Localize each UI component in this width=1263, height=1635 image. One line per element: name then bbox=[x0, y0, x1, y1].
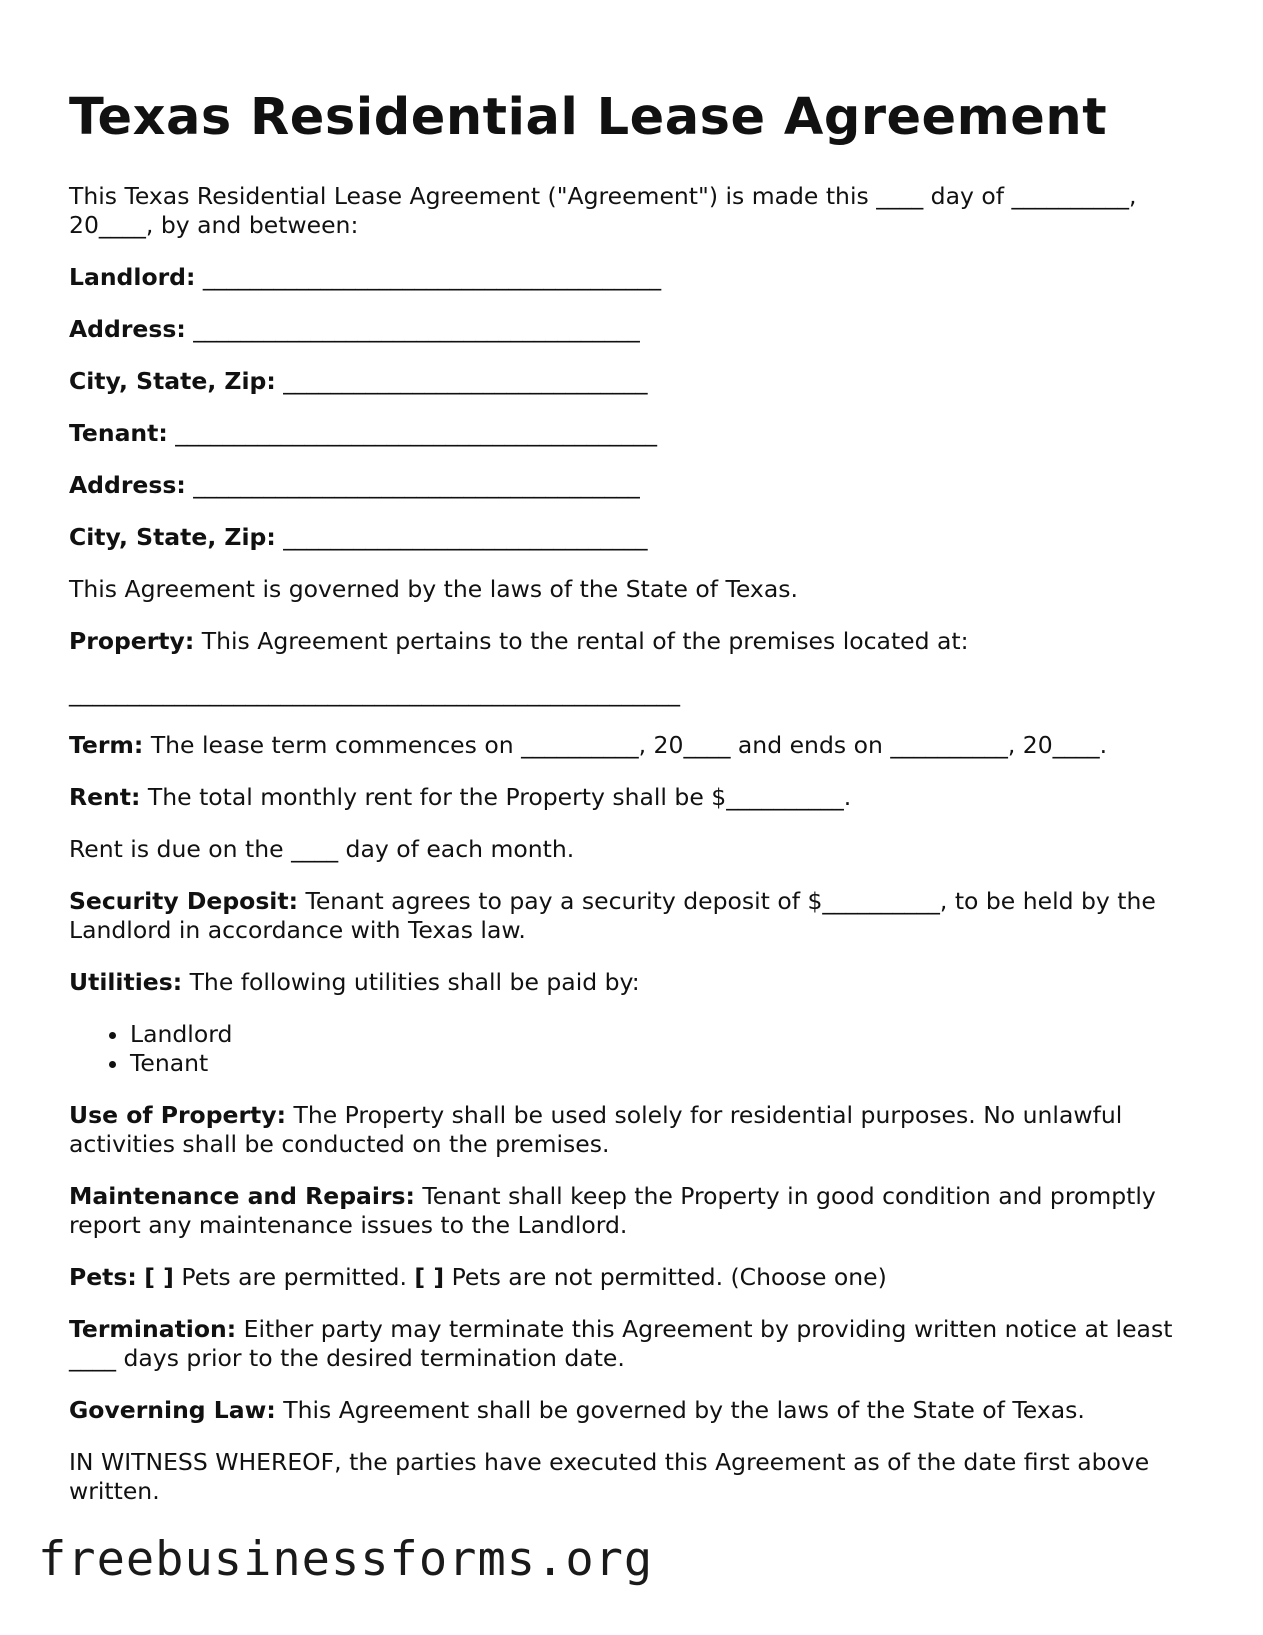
list-item: • Tenant bbox=[130, 1049, 1199, 1078]
landlord-address-label: Address: bbox=[69, 315, 186, 343]
pets-permitted-text: Pets are permitted. bbox=[181, 1263, 407, 1291]
tenant-city-field bbox=[69, 523, 1199, 552]
rent-text: The total monthly rent for the Property shall be $__________. bbox=[147, 783, 852, 811]
tenant-label: Tenant: bbox=[69, 419, 168, 447]
landlord-label: Landlord: bbox=[69, 263, 196, 291]
utilities-text: The following utilities shall be paid by: bbox=[189, 968, 640, 996]
tenant-address-label: Address: bbox=[69, 471, 186, 499]
termination-text: Either party may terminate this Agreement by providing written notice at least ____ days prior to the desired termination date. bbox=[69, 1315, 1173, 1372]
use-clause bbox=[69, 1101, 1199, 1159]
landlord-address-field bbox=[69, 315, 1199, 344]
use-label: Use of Property: bbox=[69, 1101, 286, 1129]
governed-paragraph: This Agreement is governed by the laws of the State of Texas. bbox=[69, 575, 798, 603]
maintenance-text: Tenant shall keep the Property in good condition and promptly report any maintenance issues to the Landlord. bbox=[69, 1182, 1156, 1239]
deposit-text: Tenant agrees to pay a security deposit of $__________, to be held by the Landlord in accordance with Texas law. bbox=[69, 887, 1156, 944]
term-label: Term: bbox=[69, 731, 144, 759]
property-clause bbox=[69, 627, 1199, 656]
property-label: Property: bbox=[69, 627, 195, 655]
landlord-city-field bbox=[69, 367, 1199, 396]
utilities-clause bbox=[69, 968, 1199, 997]
rent-label: Rent: bbox=[69, 783, 141, 811]
document-title: Texas Residential Lease Agreement bbox=[69, 88, 1108, 147]
use-text: The Property shall be used solely for residential purposes. No unlawful activities shall be conducted on the premises. bbox=[69, 1101, 1123, 1158]
term-text: The lease term commences on __________, 20____ and ends on __________, 20____. bbox=[150, 731, 1108, 759]
pets-permitted-checkbox[interactable]: [ ] bbox=[144, 1263, 174, 1291]
utilities-list bbox=[69, 1020, 1199, 1078]
property-text: This Agreement pertains to the rental of the premises located at: bbox=[201, 627, 969, 655]
termination-clause bbox=[69, 1315, 1199, 1373]
termination-label: Termination: bbox=[69, 1315, 237, 1343]
landlord-address-blank: ______________________________________ bbox=[193, 315, 640, 343]
tenant-field bbox=[69, 419, 1199, 448]
pets-clause bbox=[69, 1263, 1199, 1292]
list-item: • Landlord bbox=[130, 1020, 1199, 1049]
law-label: Governing Law: bbox=[69, 1396, 276, 1424]
tenant-city-label: City, State, Zip: bbox=[69, 523, 276, 551]
property-address-blank: ____________________________________________________ bbox=[69, 679, 680, 707]
landlord-city-label: City, State, Zip: bbox=[69, 367, 276, 395]
tenant-blank: _________________________________________ bbox=[175, 419, 658, 447]
tenant-address-blank: ______________________________________ bbox=[193, 471, 640, 499]
intro-paragraph: This Texas Residential Lease Agreement ("Agreement") is made this ____ day of __________, 20____, by and between: bbox=[69, 182, 1137, 239]
rent-clause bbox=[69, 783, 1199, 812]
rent-due-paragraph: Rent is due on the ____ day of each month. bbox=[69, 835, 575, 863]
deposit-label: Security Deposit: bbox=[69, 887, 298, 915]
document-page bbox=[69, 88, 1199, 1529]
deposit-clause bbox=[69, 887, 1199, 945]
landlord-blank: _______________________________________ bbox=[202, 263, 662, 291]
landlord-city-blank: _______________________________ bbox=[283, 367, 648, 395]
law-clause bbox=[69, 1396, 1199, 1425]
pets-not-permitted-text: Pets are not permitted. (Choose one) bbox=[451, 1263, 887, 1291]
maintenance-clause bbox=[69, 1182, 1199, 1240]
law-text: This Agreement shall be governed by the laws of the State of Texas. bbox=[283, 1396, 1085, 1424]
term-clause bbox=[69, 731, 1199, 760]
pets-label: Pets: bbox=[69, 1263, 137, 1291]
watermark: freebusinessforms.org bbox=[38, 1532, 654, 1587]
tenant-city-blank: _______________________________ bbox=[283, 523, 648, 551]
maintenance-label: Maintenance and Repairs: bbox=[69, 1182, 415, 1210]
landlord-field bbox=[69, 263, 1199, 292]
tenant-address-field bbox=[69, 471, 1199, 500]
pets-not-permitted-checkbox[interactable]: [ ] bbox=[414, 1263, 445, 1291]
witness-paragraph: IN WITNESS WHEREOF, the parties have executed this Agreement as of the date first above written. bbox=[69, 1448, 1150, 1505]
utilities-label: Utilities: bbox=[69, 968, 183, 996]
